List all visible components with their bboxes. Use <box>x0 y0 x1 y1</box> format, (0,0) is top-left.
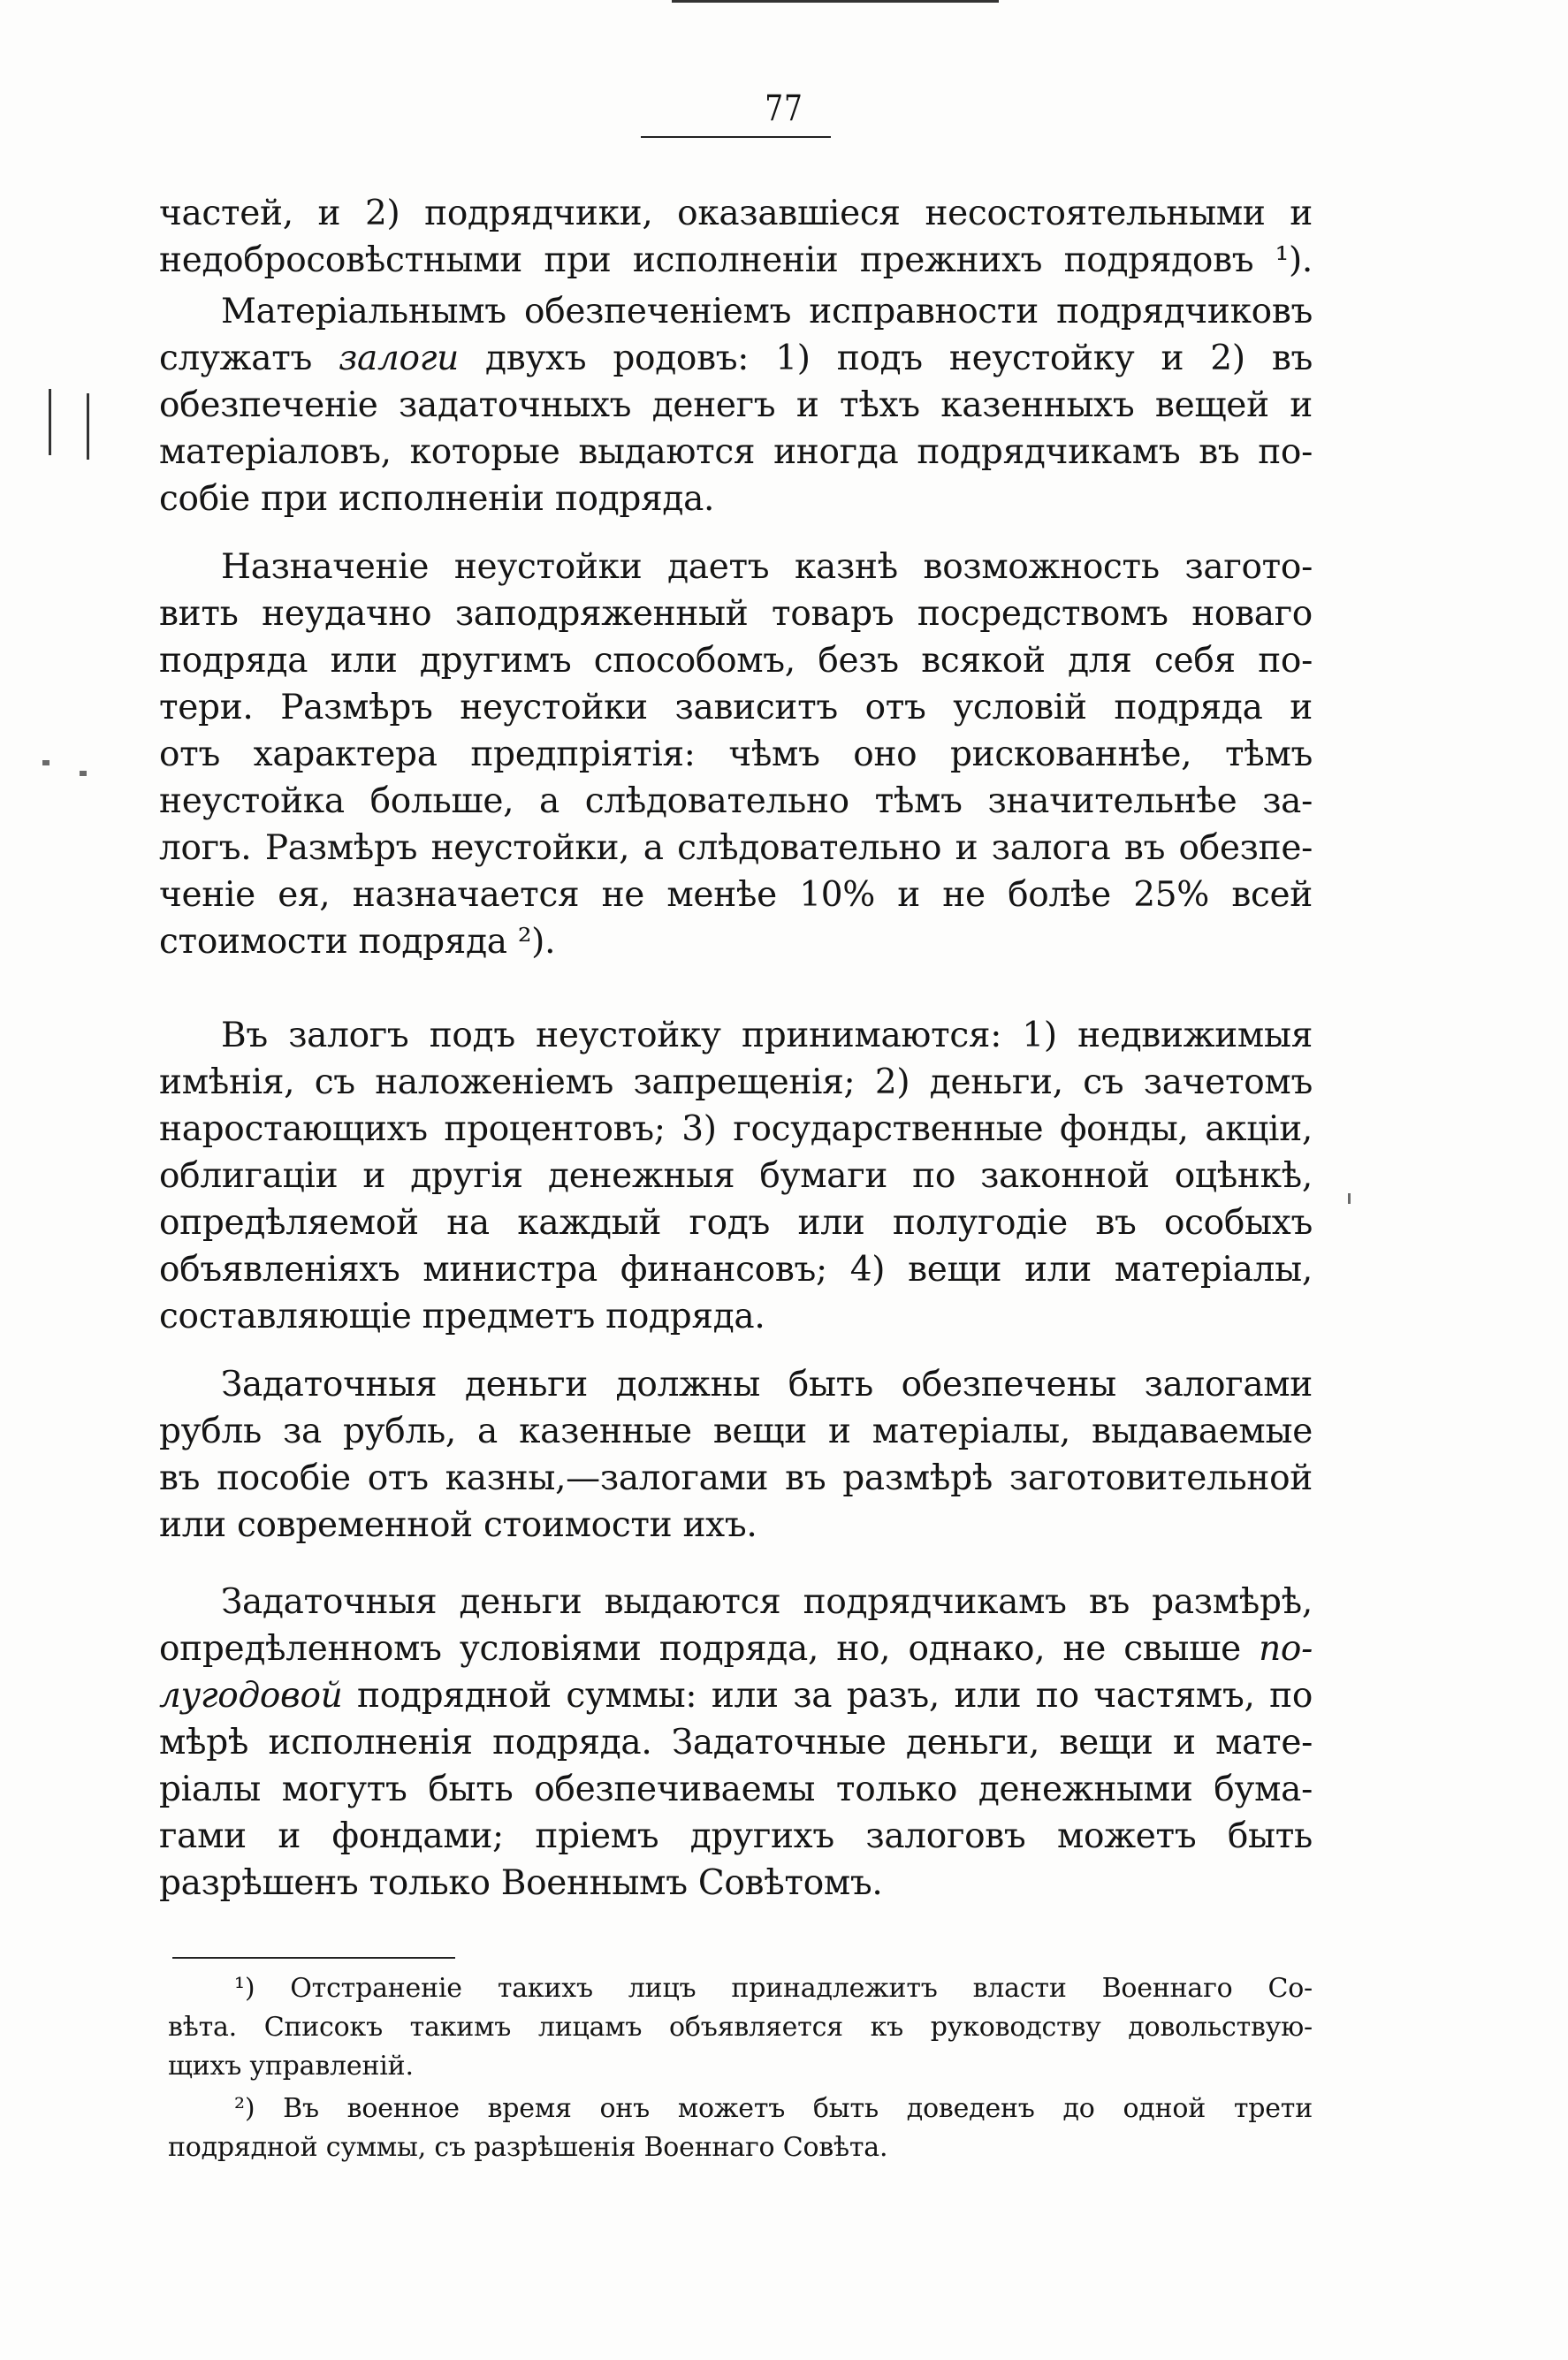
text-line: опредѣляемой на каждый годъ или полугодіе въ особыхъ <box>159 1203 1313 1243</box>
paragraph-start-line: Задаточныя деньги должны быть обезпечены залогами <box>221 1365 1313 1405</box>
footnote-1-line: вѣта. Списокъ такимъ лицамъ объявляется къ руководству довольствую- <box>168 2012 1313 2043</box>
text-line <box>159 335 1313 382</box>
text-line: объявленіяхъ министра финансовъ; 4) вещи или матеріалы, <box>159 1250 1313 1290</box>
footnote-1-line: щихъ управленій. <box>168 2051 414 2082</box>
paragraph-start-line: Матеріальнымъ обезпеченіемъ исправности подрядчиковъ <box>221 292 1313 331</box>
margin-mark <box>49 389 51 455</box>
paragraph-start-line: Назначеніе неустойки даетъ казнѣ возможность загото- <box>221 547 1313 587</box>
line-rest: двухъ родовъ: 1) подъ неустойку и 2) въ <box>458 339 1313 378</box>
footnote-1-line: ¹) Отстраненіе такихъ лицъ принадлежитъ власти Военнаго Со- <box>234 1973 1313 2004</box>
text-line: недобросовѣстными при исполненіи прежнихъ подрядовъ ¹). <box>159 240 1313 280</box>
line-prefix: служатъ <box>159 339 339 378</box>
text-line: въ пособіе отъ казны,—залогами въ размѣрѣ заготовительной <box>159 1458 1313 1498</box>
text-line: или современной стоимости ихъ. <box>159 1505 757 1545</box>
text-line: составляющіе предметъ подряда. <box>159 1297 765 1336</box>
text-line: стоимости подряда ²). <box>159 922 556 962</box>
speck <box>42 760 49 765</box>
text-line: мѣрѣ исполненія подряда. Задаточные деньги, вещи и мате- <box>159 1723 1313 1762</box>
text-line: отъ характера предпріятія: чѣмъ оно рискованнѣе, тѣмъ <box>159 735 1313 774</box>
text-line <box>159 1672 1313 1719</box>
margin-mark <box>87 393 89 460</box>
footnote-2-line: ²) Въ военное время онъ можетъ быть доведенъ до одной трети <box>234 2093 1313 2124</box>
text-line: тери. Размѣръ неустойки зависитъ отъ условій подряда и <box>159 688 1313 727</box>
footnote-rule <box>172 1957 455 1959</box>
italic-term: по- <box>1259 1629 1313 1669</box>
line-text: опредѣленномъ условіями подряда, но, однако, не свыше <box>159 1629 1260 1669</box>
text-line: ченіе ея, назначается не менѣе 10% и не болѣе 25% всей <box>159 875 1313 915</box>
speck <box>1348 1193 1351 1204</box>
text-line: имѣнія, съ наложеніемъ запрещенія; 2) деньги, съ зачетомъ <box>159 1062 1313 1102</box>
italic-term: лугодовой <box>159 1676 343 1716</box>
top-edge-rule <box>672 0 999 3</box>
line-text: подрядной суммы: или за разъ, или по частямъ, по <box>342 1676 1313 1716</box>
text-line: частей, и 2) подрядчики, оказавшіеся несостоятельными и <box>159 194 1313 233</box>
text-line: рубль за рубль, а казенные вещи и матеріалы, выдаваемые <box>159 1412 1313 1451</box>
text-line: разрѣшенъ только Военнымъ Совѣтомъ. <box>159 1863 883 1903</box>
text-line: вить неудачно заподряженный товаръ посредствомъ новаго <box>159 594 1313 634</box>
text-line: матеріаловъ, которые выдаются иногда подрядчикамъ въ по- <box>159 432 1313 472</box>
text-line: гами и фондами; пріемъ другихъ залоговъ можетъ быть <box>159 1816 1313 1856</box>
text-line: подряда или другимъ способомъ, безъ всякой для себя по- <box>159 641 1313 681</box>
text-line: собіе при исполненіи подряда. <box>159 479 715 519</box>
italic-term: залоги <box>339 339 459 378</box>
page-number-rule <box>641 136 831 138</box>
paragraph-start-line: Въ залогъ подъ неустойку принимаются: 1) недвижимыя <box>221 1016 1313 1055</box>
text-line <box>159 1625 1313 1672</box>
paragraph-start-line: Задаточныя деньги выдаются подрядчикамъ въ размѣрѣ, <box>221 1582 1313 1622</box>
footnote-2-line: подрядной суммы, съ разрѣшенія Военнаго Совѣта. <box>168 2132 888 2163</box>
text-line: логъ. Размѣръ неустойки, а слѣдовательно и залога въ обезпе- <box>159 828 1313 868</box>
text-line: наростающихъ процентовъ; 3) государственные фонды, акціи, <box>159 1109 1313 1149</box>
page-number: 77 <box>765 88 803 129</box>
text-line: обезпеченіе задаточныхъ денегъ и тѣхъ казенныхъ вещей и <box>159 385 1313 425</box>
text-line: облигаціи и другія денежныя бумаги по законной оцѣнкѣ, <box>159 1156 1313 1196</box>
text-line: ріалы могутъ быть обезпечиваемы только денежными бума- <box>159 1770 1313 1809</box>
speck <box>80 771 87 776</box>
text-line: неустойка больше, а слѣдовательно тѣмъ значительнѣе за- <box>159 781 1313 821</box>
